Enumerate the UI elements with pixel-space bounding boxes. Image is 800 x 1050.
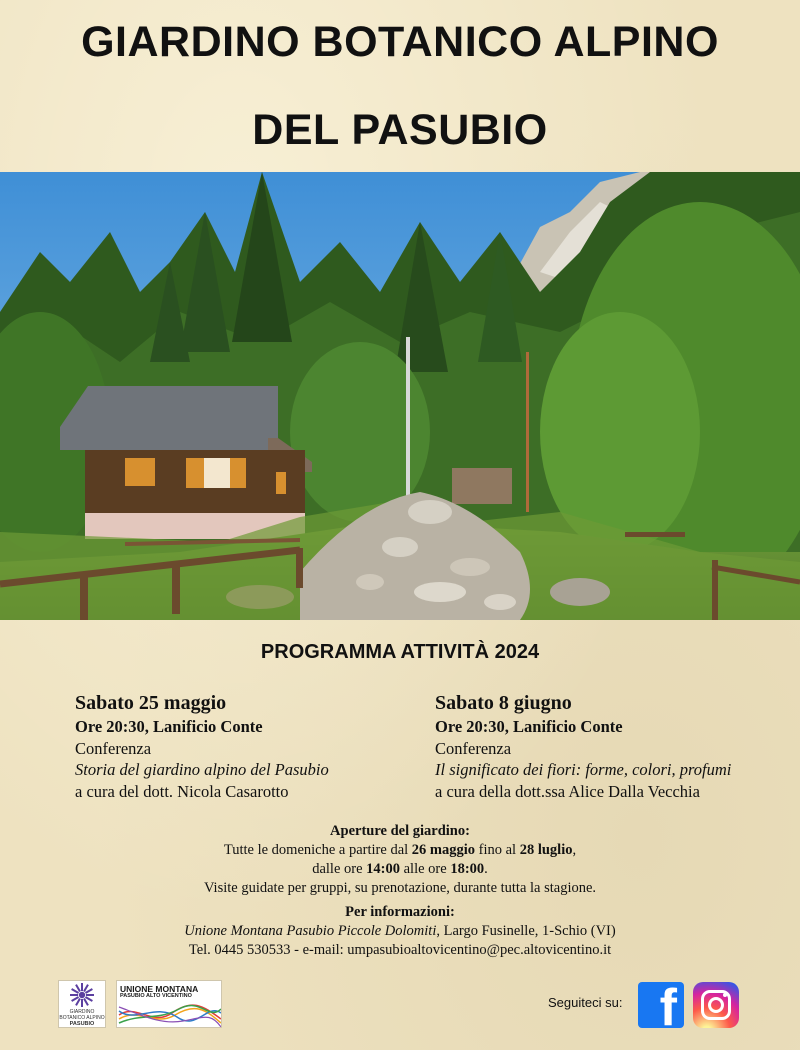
event-time-place: Ore 20:30, Lanificio Conte <box>75 717 263 736</box>
event-type: Conferenza <box>435 738 512 758</box>
facebook-glyph: f <box>659 982 677 1028</box>
instagram-lens <box>708 997 724 1013</box>
instagram-dot <box>723 993 727 997</box>
garden-photo <box>0 172 800 620</box>
page-title-line-2: DEL PASUBIO <box>252 106 548 154</box>
info-block <box>0 903 800 960</box>
garden-logo-text: GIARDINO BOTANICO ALPINO <box>59 1009 105 1021</box>
garden-logo <box>58 980 106 1028</box>
event-speaker: a cura del dott. Nicola Casarotto <box>75 781 289 801</box>
openings-end-date: 28 luglio <box>519 842 573 858</box>
info-org: Unione Montana Pasubio Piccole Dolomiti <box>184 923 437 939</box>
um-logo-title: UNIONE MONTANA <box>120 984 199 994</box>
openings-close-time: 18:00 <box>450 861 485 877</box>
event-time-place: Ore 20:30, Lanificio Conte <box>435 717 623 736</box>
openings-line-2 <box>0 860 800 879</box>
event-type: Conferenza <box>75 738 152 758</box>
unione-montana-logo <box>116 980 222 1028</box>
event-date: Sabato 25 maggio <box>75 692 227 714</box>
openings-text: , <box>572 842 577 858</box>
event-1 <box>75 690 405 802</box>
event-topic: Storia del giardino alpino del Pasubio <box>75 760 329 779</box>
um-logo-subtitle: PASUBIO ALTO VICENTINO <box>120 993 192 999</box>
openings-start-date: 26 maggio <box>411 842 476 858</box>
info-address: , Largo Fusinelle, 1-Schio (VI) <box>436 923 616 939</box>
info-contact: Tel. 0445 530533 - e-mail: umpasubioaltovicentino@pec.altovicentino.it <box>188 942 612 958</box>
openings-line-3: Visite guidate per gruppi, su prenotazione, durante tutta la stagione. <box>203 880 597 896</box>
facebook-icon[interactable] <box>638 982 684 1028</box>
sponsor-logos <box>58 980 222 1028</box>
info-heading: Per informazioni: <box>345 904 455 920</box>
event-speaker: a cura della dott.ssa Alice Dalla Vecchia <box>435 781 700 801</box>
event-date: Sabato 8 giugno <box>435 692 572 714</box>
garden-logo-name: PASUBIO <box>69 1021 95 1027</box>
openings-line-1 <box>0 841 800 860</box>
instagram-icon[interactable] <box>693 982 739 1028</box>
flower-icon <box>68 981 96 1009</box>
openings-open-time: 14:00 <box>366 861 400 877</box>
info-address-line <box>0 922 800 941</box>
page-title-line-1: GIARDINO BOTANICO ALPINO <box>81 18 719 66</box>
openings-text: fino al <box>475 842 520 858</box>
event-topic: Il significato dei fiori: forme, colori, profumi <box>435 760 732 779</box>
programme-title: PROGRAMMA ATTIVITÀ 2024 <box>260 641 540 663</box>
event-2 <box>435 690 785 802</box>
openings-text: alle ore <box>400 861 451 877</box>
openings-heading: Aperture del giardino: <box>330 823 470 839</box>
social-label: Seguiteci su: <box>548 995 623 1010</box>
openings-text: dalle ore <box>312 861 367 877</box>
um-logo-waves-icon <box>117 1001 222 1028</box>
openings-block <box>0 822 800 898</box>
openings-text: Tutte le domeniche a partire dal <box>223 842 412 858</box>
openings-text: . <box>484 861 488 877</box>
